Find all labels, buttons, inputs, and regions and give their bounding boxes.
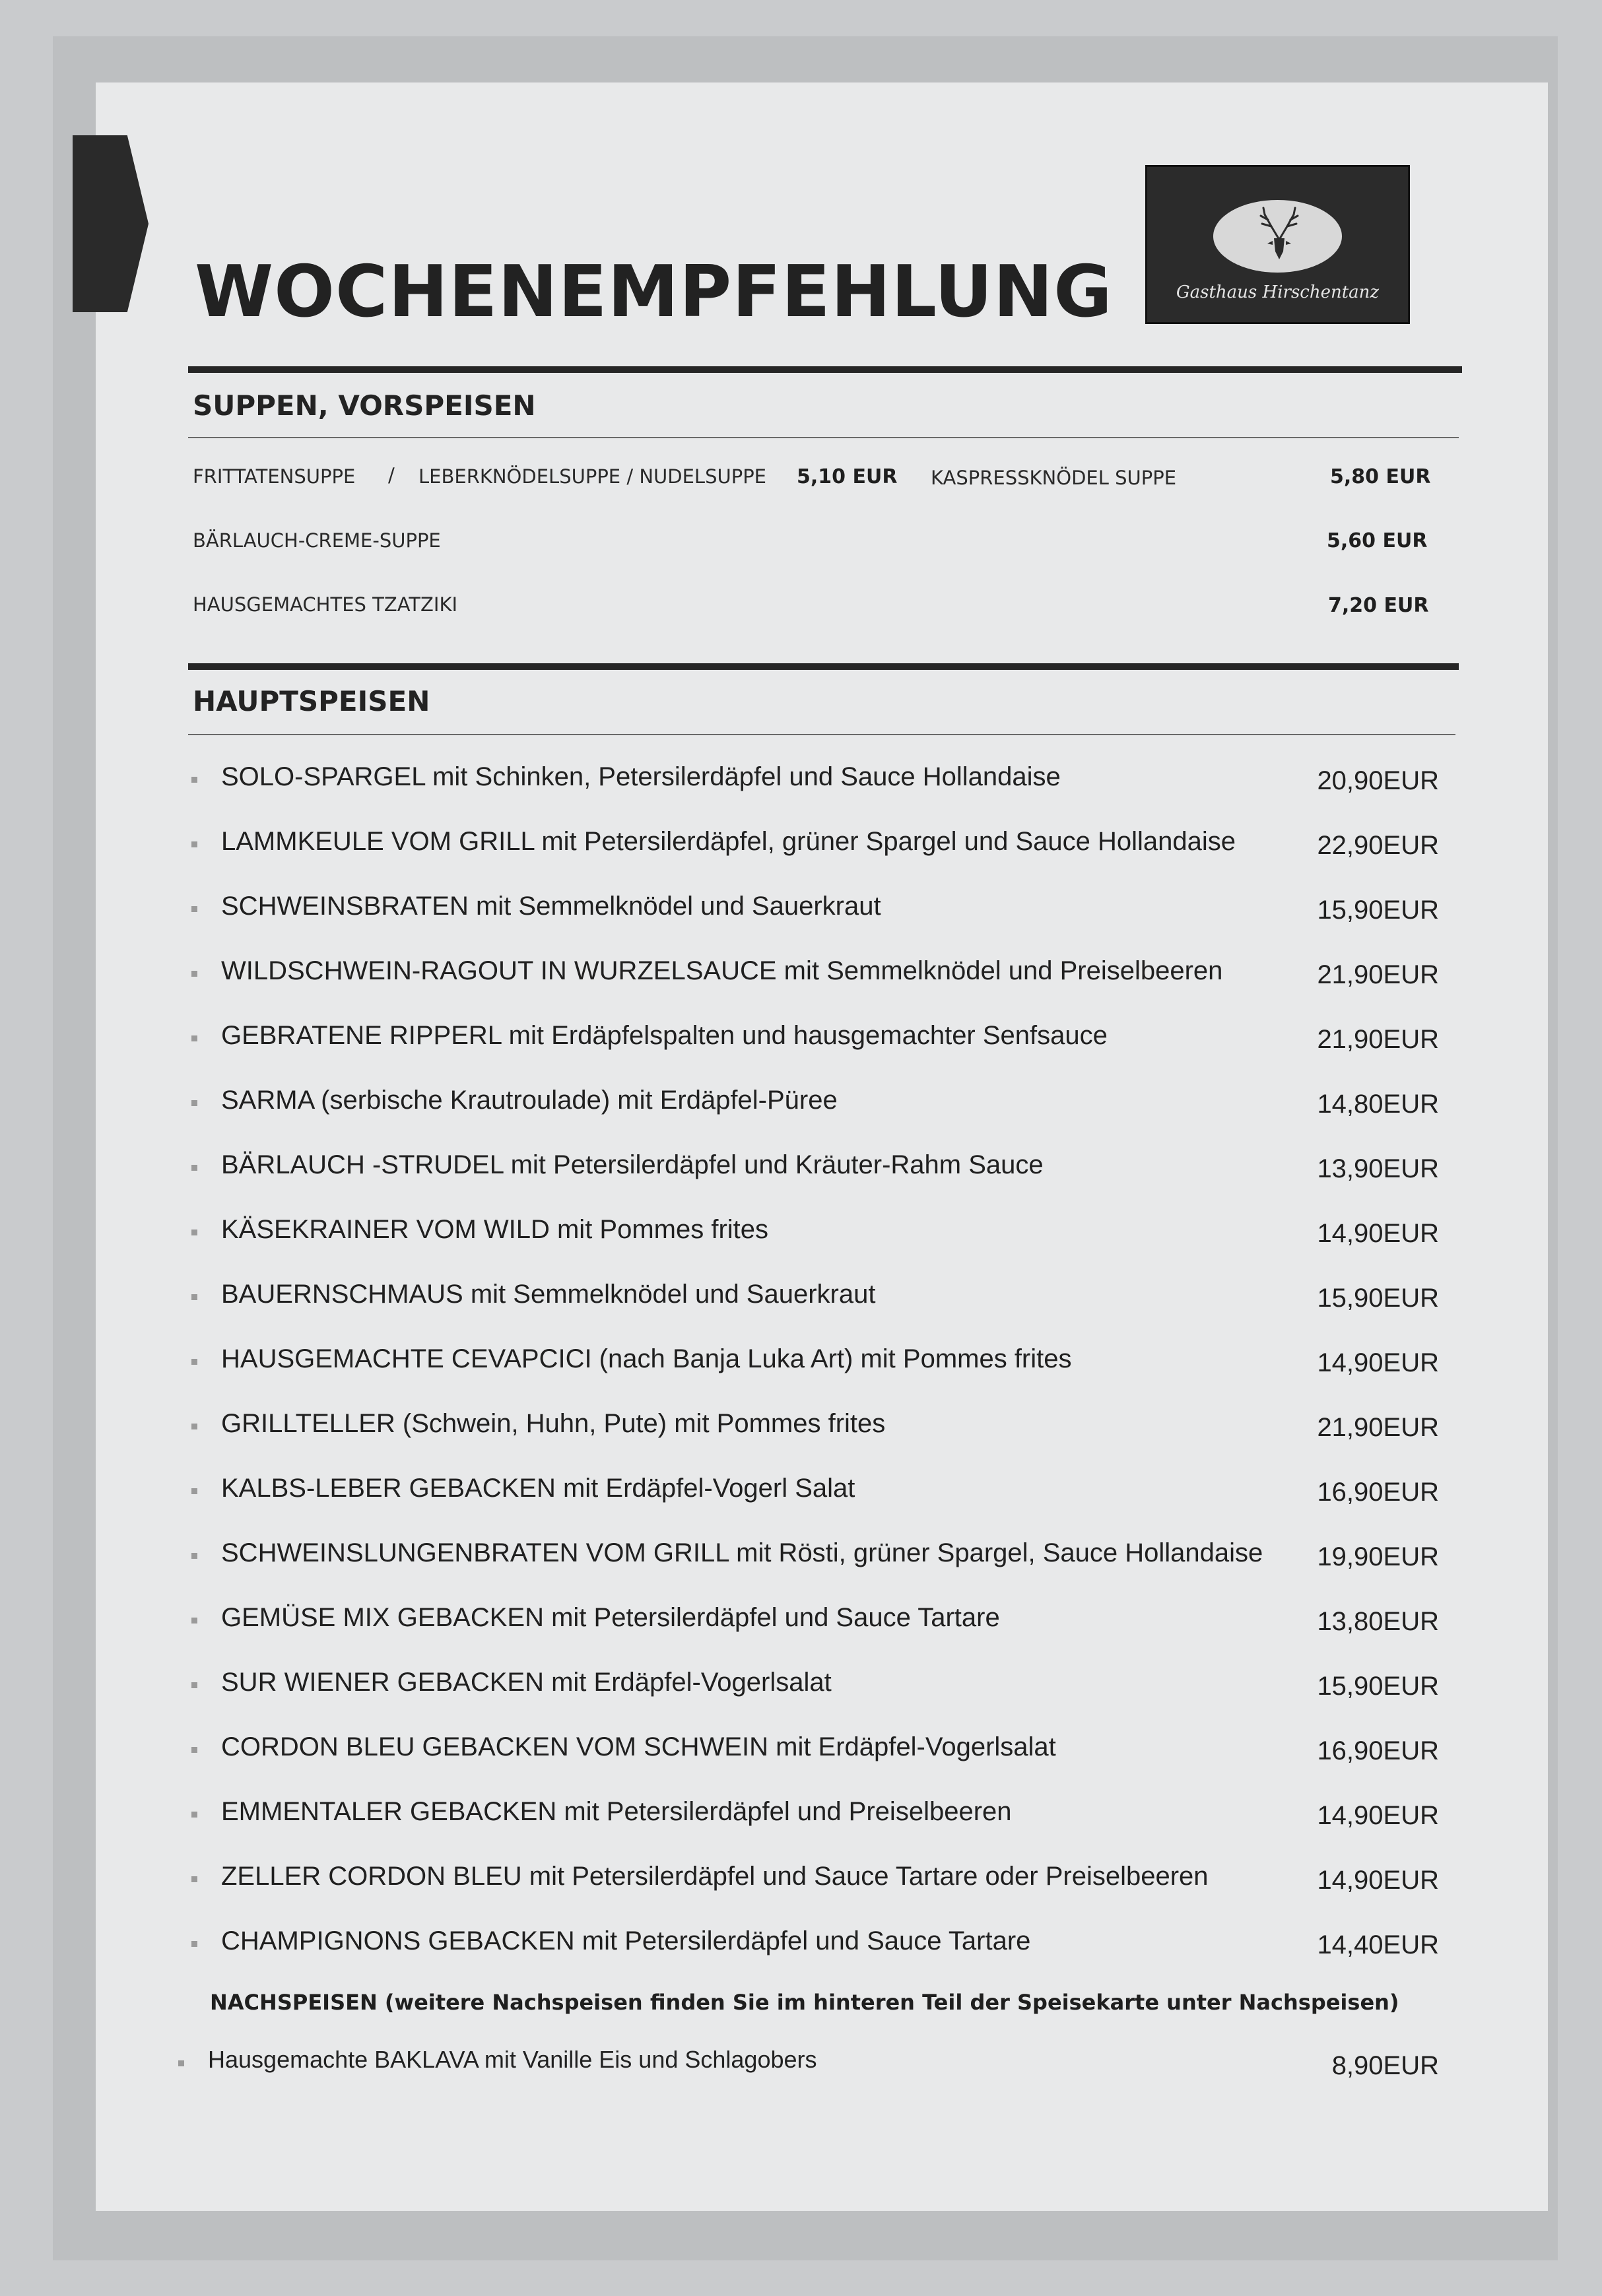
list-item — [191, 1280, 1439, 1319]
soup-name: BÄRLAUCH-CREME-SUPPE — [193, 529, 441, 552]
dish-name: SCHWEINSBRATEN mit Semmelknödel und Sauerkraut — [221, 892, 881, 921]
dish-price: 20,90EUR — [1317, 766, 1439, 795]
bullet-icon — [191, 1876, 197, 1882]
dish-name: GEMÜSE MIX GEBACKEN mit Petersilerdäpfel und Sauce Tartare — [221, 1603, 1000, 1632]
dish-name: CORDON BLEU GEBACKEN VOM SCHWEIN mit Erdäpfel-Vogerlsalat — [221, 1732, 1056, 1761]
bullet-icon — [191, 906, 197, 912]
bullet-icon — [191, 1812, 197, 1818]
dish-price: 16,90EUR — [1317, 1478, 1439, 1507]
list-item — [178, 2046, 1439, 2085]
list-item — [191, 1215, 1439, 1255]
bullet-icon — [191, 1294, 197, 1300]
list-item — [191, 1926, 1439, 1966]
soup-name: HAUSGEMACHTES TZATZIKI — [193, 593, 458, 616]
dish-name: GEBRATENE RIPPERL mit Erdäpfelspalten und hausgemachter Senfsauce — [221, 1021, 1108, 1050]
dish-price: 15,90EUR — [1317, 1672, 1439, 1701]
dish-name: KALBS-LEBER GEBACKEN mit Erdäpfel-Vogerl Salat — [221, 1474, 855, 1503]
dish-price: 8,90EUR — [1331, 2051, 1439, 2080]
list-item — [191, 1150, 1439, 1190]
logo-text: Gasthaus Hirschentanz — [1176, 282, 1380, 302]
soup-price: 5,80 EUR — [1330, 465, 1431, 488]
bullet-icon — [191, 1359, 197, 1365]
dish-name: BAUERNSCHMAUS mit Semmelknödel und Sauerkraut — [221, 1280, 876, 1309]
list-item — [191, 892, 1439, 931]
dish-price: 19,90EUR — [1317, 1542, 1439, 1571]
dish-name: SARMA (serbische Krautroulade) mit Erdäpfel-Püree — [221, 1086, 838, 1115]
bullet-icon — [191, 841, 197, 847]
dish-name: CHAMPIGNONS GEBACKEN mit Petersilerdäpfel und Sauce Tartare — [221, 1926, 1031, 1955]
list-item — [191, 827, 1439, 867]
list-item — [191, 1538, 1439, 1578]
bullet-icon — [191, 971, 197, 977]
bullet-icon — [191, 1230, 197, 1235]
dish-name: SCHWEINSLUNGENBRATEN VOM GRILL mit Rösti, grüner Spargel, Sauce Hollandaise — [221, 1538, 1263, 1567]
list-item — [191, 956, 1439, 996]
dish-price: 14,90EUR — [1317, 1801, 1439, 1830]
dish-name: HAUSGEMACHTE CEVAPCICI (nach Banja Luka Art) mit Pommes frites — [221, 1344, 1072, 1373]
list-item — [191, 1603, 1439, 1643]
section-heading-desserts: NACHSPEISEN (weitere Nachspeisen finden Sie im hinteren Teil der Speisekarte unter Nachspeisen) — [210, 1990, 1399, 2015]
bullet-icon — [178, 2060, 184, 2066]
logo — [1145, 165, 1410, 324]
bullet-icon — [191, 777, 197, 783]
bullet-icon — [191, 1941, 197, 1947]
soup-price: 5,10 EUR — [797, 465, 898, 488]
list-item — [191, 1409, 1439, 1449]
dish-price: 21,90EUR — [1317, 1025, 1439, 1054]
bullet-icon — [191, 1682, 197, 1688]
soup-price: 5,60 EUR — [1327, 529, 1428, 552]
dish-name: SUR WIENER GEBACKEN mit Erdäpfel-Vogerlsalat — [221, 1668, 832, 1697]
dish-name: WILDSCHWEIN-RAGOUT IN WURZELSAUCE mit Semmelknödel und Preiselbeeren — [221, 956, 1223, 985]
soup-name: KASPRESSKNÖDEL SUPPE — [931, 467, 1177, 489]
dish-name: BÄRLAUCH -STRUDEL mit Petersilerdäpfel und Kräuter-Rahm Sauce — [221, 1150, 1044, 1179]
dish-name: GRILLTELLER (Schwein, Huhn, Pute) mit Pommes frites — [221, 1409, 886, 1438]
bullet-icon — [191, 1618, 197, 1624]
dish-price: 14,90EUR — [1317, 1866, 1439, 1895]
divider-thick — [188, 663, 1459, 670]
bullet-icon — [191, 1488, 197, 1494]
list-item — [191, 762, 1439, 802]
dish-price: 14,40EUR — [1317, 1930, 1439, 1959]
dish-price: 22,90EUR — [1317, 831, 1439, 860]
dish-name: Hausgemachte BAKLAVA mit Vanille Eis und Schlagobers — [208, 2046, 817, 2073]
bullet-icon — [191, 1553, 197, 1559]
bullet-icon — [191, 1035, 197, 1041]
list-item — [191, 1344, 1439, 1384]
list-item — [191, 1797, 1439, 1837]
soup-name: FRITTATENSUPPE — [193, 465, 356, 488]
list-item — [191, 1732, 1439, 1772]
dish-name: ZELLER CORDON BLEU mit Petersilerdäpfel und Sauce Tartare oder Preiselbeeren — [221, 1862, 1209, 1891]
dish-price: 14,90EUR — [1317, 1348, 1439, 1377]
dish-name: EMMENTALER GEBACKEN mit Petersilerdäpfel und Preiselbeeren — [221, 1797, 1012, 1826]
section-heading-mains: HAUPTSPEISEN — [193, 685, 430, 717]
divider-thin — [188, 734, 1455, 735]
dish-price: 15,90EUR — [1317, 896, 1439, 925]
deer-head-icon — [1253, 207, 1306, 267]
dish-price: 13,90EUR — [1317, 1154, 1439, 1183]
dish-price: 14,80EUR — [1317, 1090, 1439, 1119]
divider-thin — [188, 437, 1459, 438]
dish-name: SOLO-SPARGEL mit Schinken, Petersilerdäpfel und Sauce Hollandaise — [221, 762, 1061, 791]
page-title: WOCHENEMPFEHLUNG — [195, 251, 1113, 333]
dish-price: 13,80EUR — [1317, 1607, 1439, 1636]
bullet-icon — [191, 1100, 197, 1106]
list-item — [191, 1086, 1439, 1125]
list-item — [191, 1474, 1439, 1513]
list-item — [191, 1862, 1439, 1901]
logo-oval — [1213, 200, 1342, 273]
dish-price: 14,90EUR — [1317, 1219, 1439, 1248]
dish-price: 16,90EUR — [1317, 1736, 1439, 1765]
dish-price: 21,90EUR — [1317, 960, 1439, 989]
dish-name: LAMMKEULE VOM GRILL mit Petersilerdäpfel, grüner Spargel und Sauce Hollandaise — [221, 827, 1236, 856]
divider-thick — [188, 366, 1462, 373]
list-item — [191, 1021, 1439, 1061]
bullet-icon — [191, 1424, 197, 1429]
soup-price: 7,20 EUR — [1328, 594, 1429, 617]
bullet-icon — [191, 1165, 197, 1171]
section-heading-soups: SUPPEN, VORSPEISEN — [193, 389, 536, 422]
bullet-icon — [191, 1747, 197, 1753]
dish-price: 21,90EUR — [1317, 1413, 1439, 1442]
separator: / — [388, 464, 395, 486]
soup-name: LEBERKNÖDELSUPPE / NUDELSUPPE — [418, 465, 766, 488]
dish-price: 15,90EUR — [1317, 1284, 1439, 1313]
list-item — [191, 1668, 1439, 1707]
dish-name: KÄSEKRAINER VOM WILD mit Pommes frites — [221, 1215, 769, 1244]
